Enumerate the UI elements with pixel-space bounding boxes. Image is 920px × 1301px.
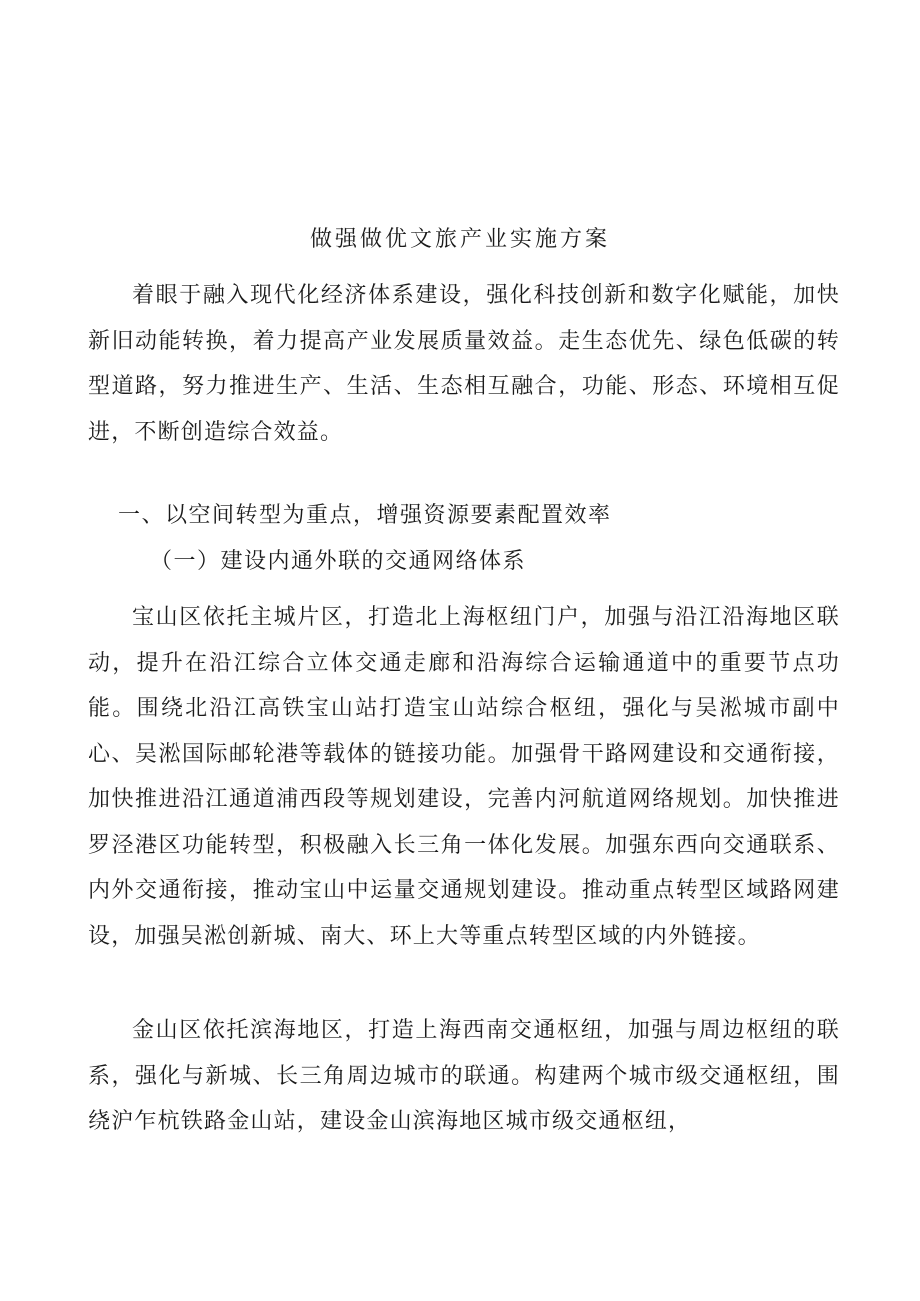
intro-paragraph: 着眼于融入现代化经济体系建设，强化科技创新和数字化赋能，加快新旧动能转换，着力提高产业发展质量效益。走生态优先、绿色低碳的转型道路，努力推进生产、生活、生态相互融合，功能、形态、环境相互促进，不断创造综合效益。: [88, 283, 840, 445]
document-title: 做强做优文旅产业实施方案: [309, 227, 610, 252]
baoshan-paragraph: 宝山区依托主城片区，打造北上海枢纽门户，加强与沿江沿海地区联动，提升在沿江综合立体交通走廊和沿海综合运输通道中的重要节点功能。围绕北沿江高铁宝山站打造宝山站综合枢纽，强化与吴淞城市副中心、吴淞国际邮轮港等载体的链接功能。加强骨干路网建设和交通衔接，加快推进沿江通道浦西段等规划建设，完善内河航道网络规划。加快推进罗泾港区功能转型，积极融入长三角一体化发展。加强东西向交通联系、内外交通衔接，推动宝山中运量交通规划建设。推动重点转型区域路网建设，加强吴淞创新城、南大、环上大等重点转型区域的内外链接。: [88, 605, 840, 949]
jinshan-paragraph: 金山区依托滨海地区，打造上海西南交通枢纽，加强与周边枢纽的联系，强化与新城、长三角周边城市的联通。构建两个城市级交通枢纽，围绕沪乍杭铁路金山站，建设金山滨海地区城市级交通枢纽，: [88, 1018, 840, 1134]
section-heading: 一、以空间转型为重点，增强资源要素配置效率: [118, 503, 612, 528]
subsection-heading: （一）建设内通外联的交通网络体系: [150, 549, 527, 574]
